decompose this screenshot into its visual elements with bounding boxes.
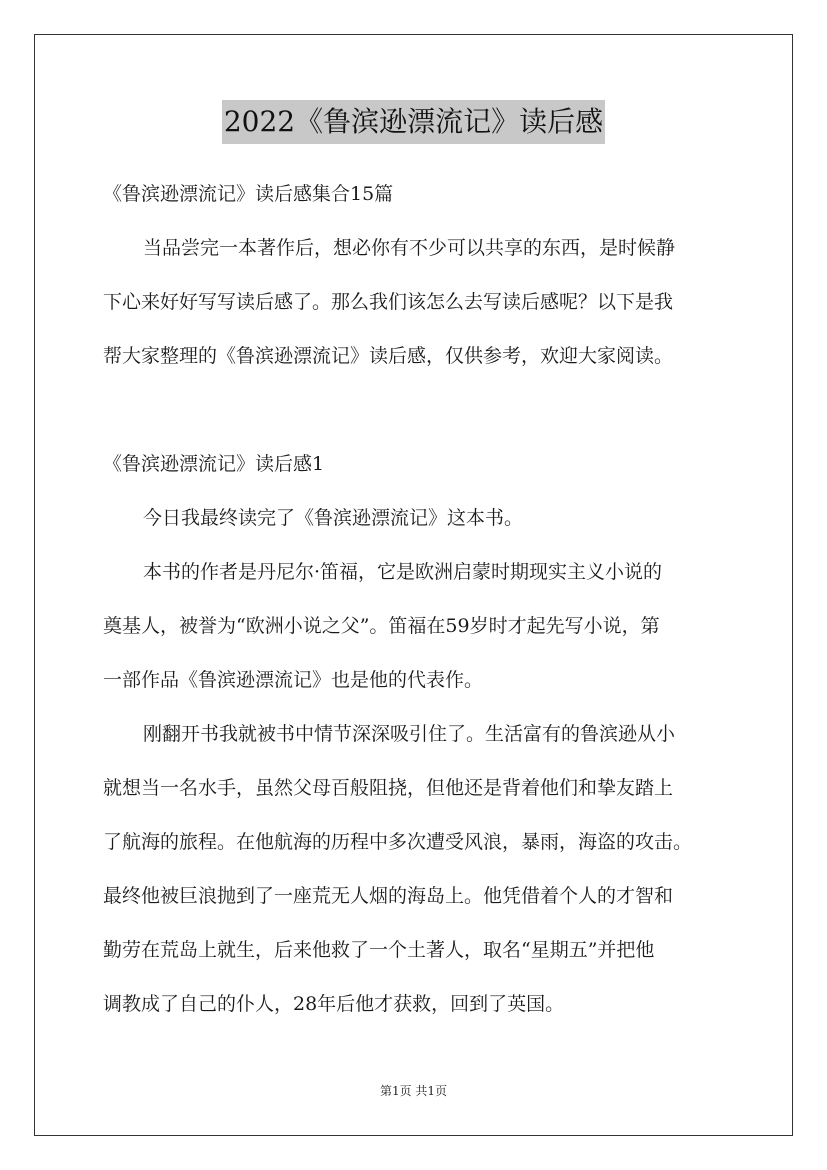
- intro-line-3: 帮大家整理的《鲁滨逊漂流记》读后感，仅供参考，欢迎大家阅读。: [103, 345, 674, 367]
- body-line-4: 一部作品《鲁滨逊漂流记》也是他的代表作。: [103, 669, 484, 691]
- page-number-footer: 第1页 共1页: [379, 1084, 448, 1098]
- subtitle: 《鲁滨逊漂流记》读后感集合15篇: [103, 183, 394, 205]
- document-title: 2022《鲁滨逊漂流记》读后感: [222, 100, 605, 144]
- body-line-5: 刚翻开书我就被书中情节深深吸引住了。生活富有的鲁滨逊从小: [143, 723, 676, 745]
- intro-line-1: 当品尝完一本著作后，想必你有不少可以共享的东西，是时候静: [143, 237, 676, 259]
- body-line-7: 了航海的旅程。在他航海的历程中多次遭受风浪，暴雨，海盗的攻击。: [103, 831, 693, 853]
- body-line-6: 就想当一名水手，虽然父母百般阻挠，但他还是背着他们和挚友踏上: [103, 777, 674, 799]
- intro-line-2: 下心来好好写写读后感了。那么我们该怎么去写读后感呢？以下是我: [103, 291, 674, 313]
- body-line-9: 勤劳在荒岛上就生，后来他救了一个土著人，取名“星期五”并把他: [103, 939, 655, 961]
- section-heading: 《鲁滨逊漂流记》读后感1: [103, 453, 325, 475]
- title-container: [0, 100, 827, 144]
- body-line-8: 最终他被巨浪抛到了一座荒无人烟的海岛上。他凭借着个人的才智和: [103, 885, 674, 907]
- body-line-3: 奠基人，被誉为“欧洲小说之父”。笛福在59岁时才起先写小说，第: [103, 615, 660, 637]
- body-line-2: 本书的作者是丹尼尔·笛福，它是欧洲启蒙时期现实主义小说的: [143, 561, 663, 583]
- body-line-1: 今日我最终读完了《鲁滨逊漂流记》这本书。: [143, 507, 524, 529]
- body-line-10: 调教成了自己的仆人，28年后他才获救，回到了英国。: [103, 993, 565, 1015]
